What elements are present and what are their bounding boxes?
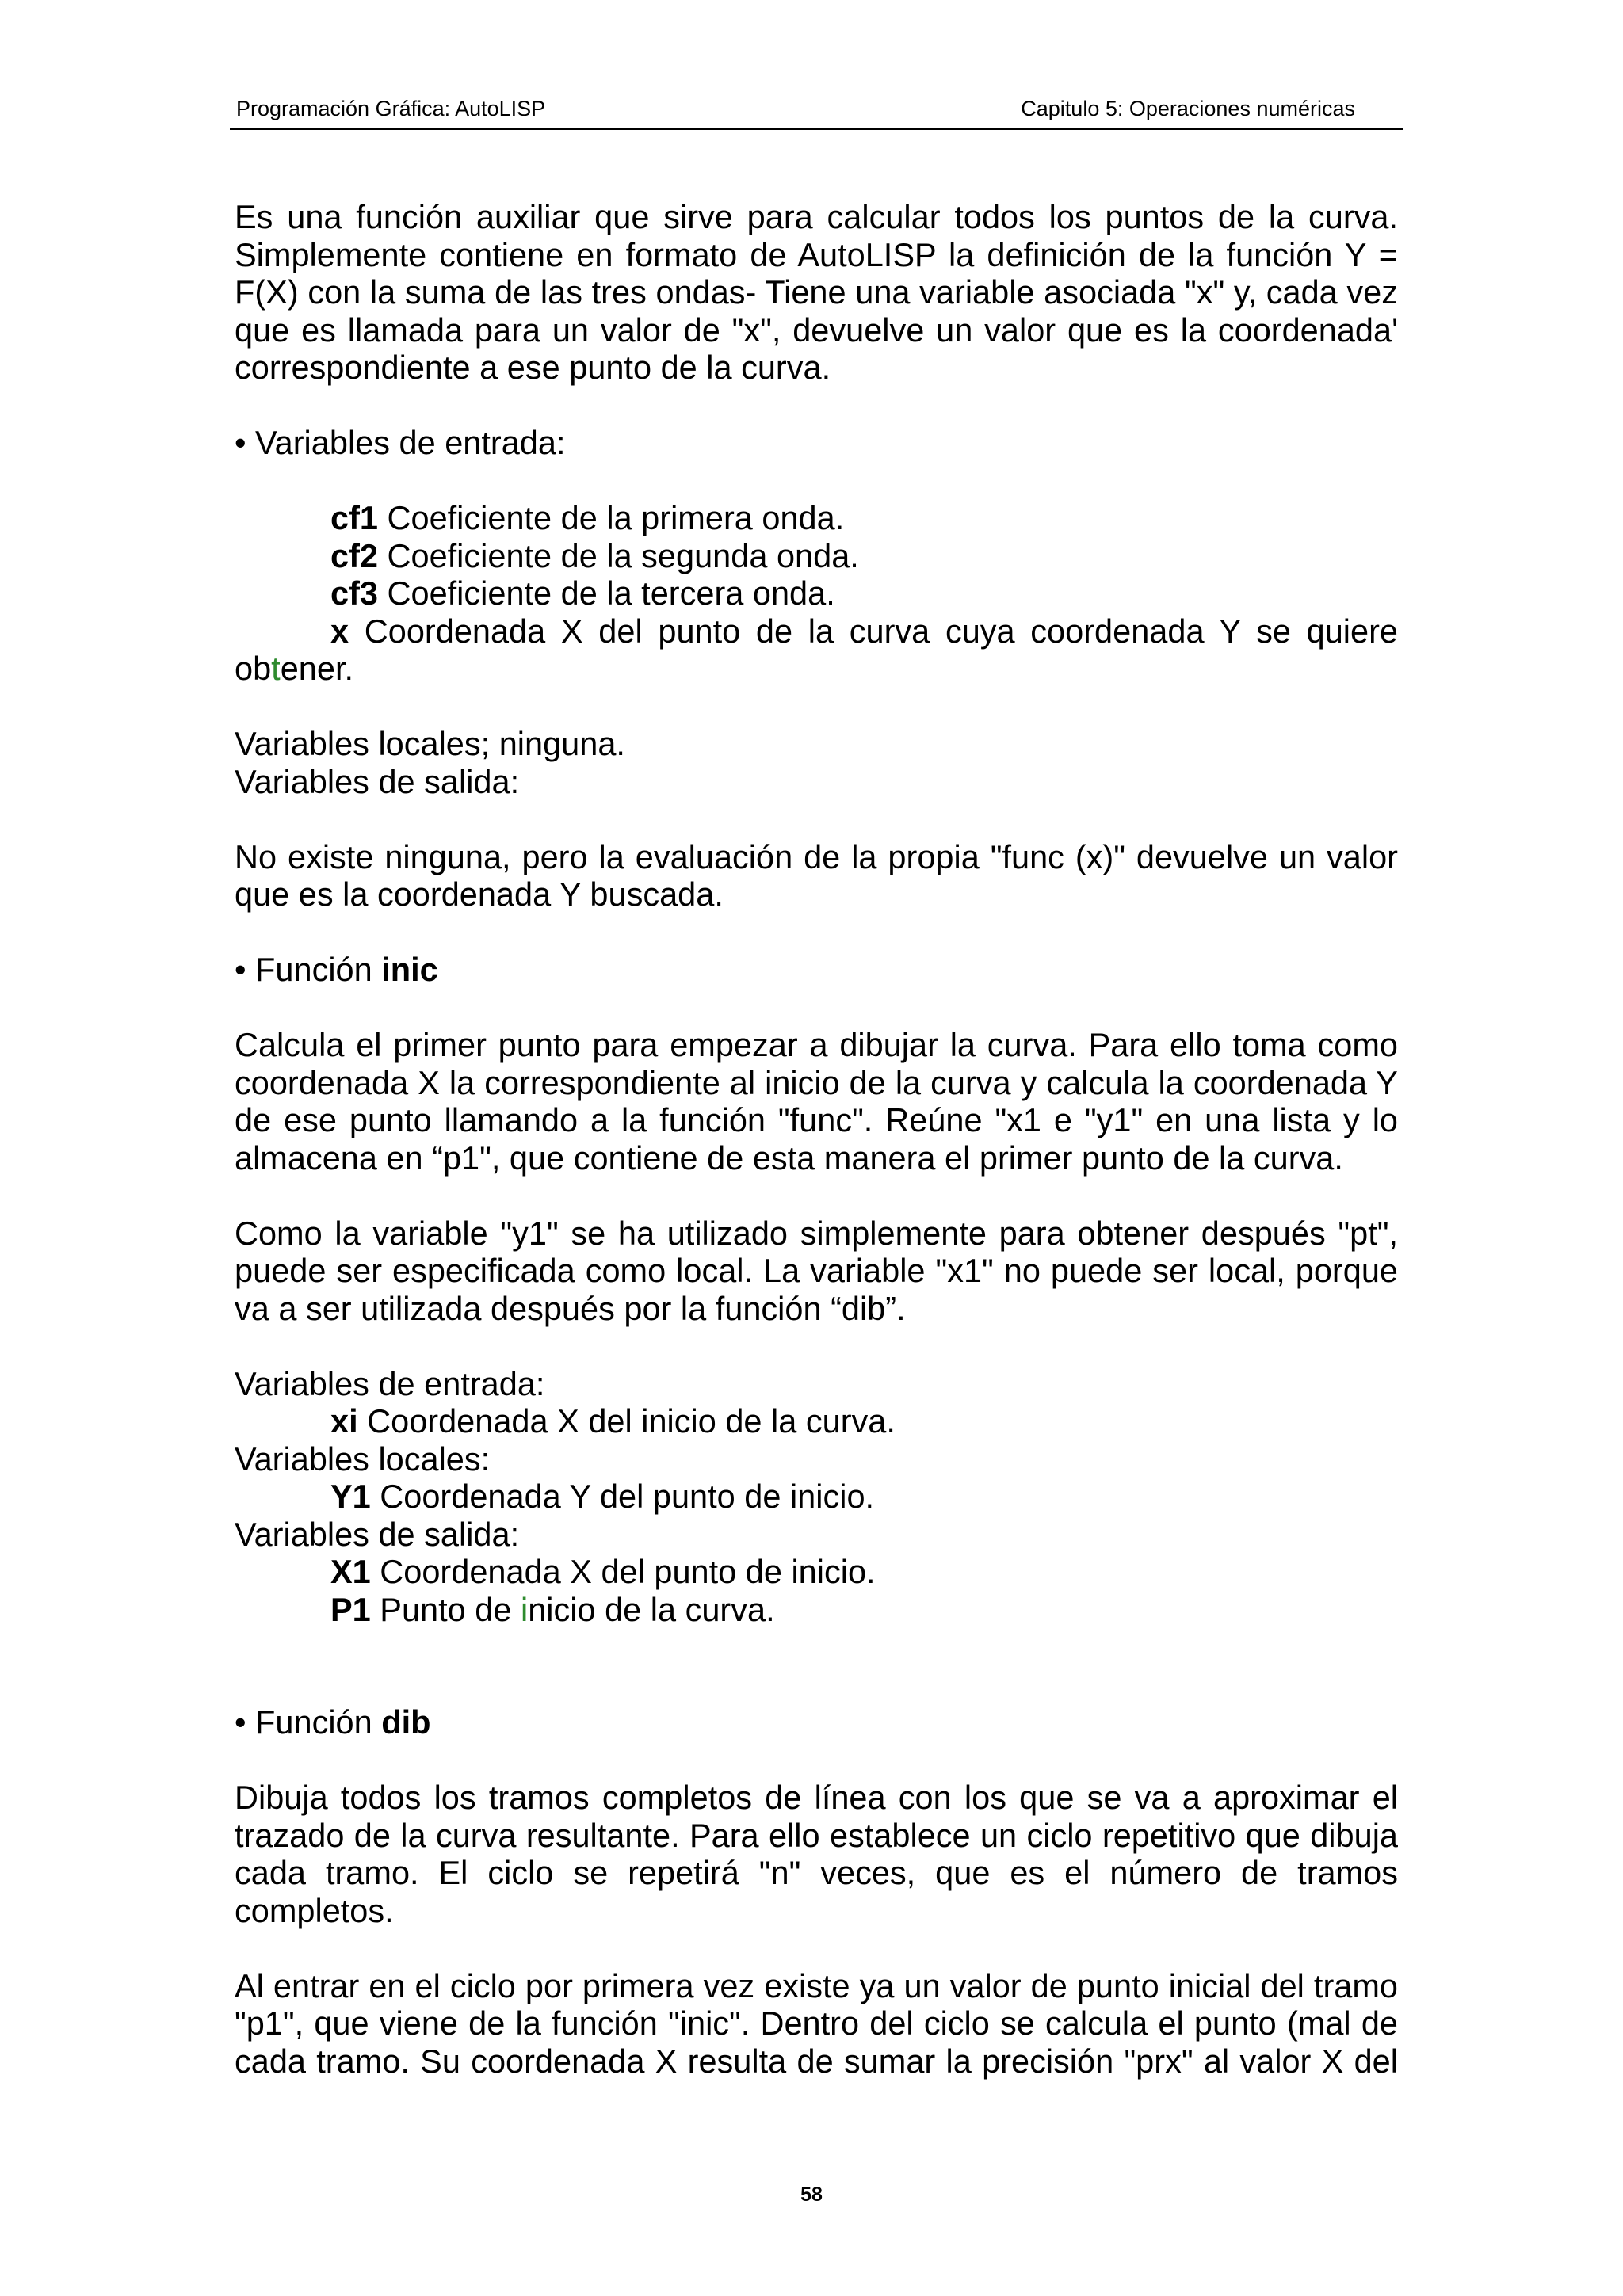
func-variables-list [235,499,1398,688]
page-header [230,93,1403,130]
text-fragment: nicio de la curva. [528,1590,775,1628]
variable-description: Coordenada X del punto de la curva cuya coordenada Y se quiere [349,612,1398,650]
variable-item [235,574,1398,612]
paragraph-no-existe: No existe ninguna, pero la evaluación de la propia "func (x)" devuelve un valor que es la coordenada Y buscada. [235,837,1398,913]
salida-label: Variables de salida: [235,762,520,800]
variable-item [235,1402,1398,1440]
inic-variables [235,1365,1398,1629]
variable-name: P1 [330,1590,371,1628]
variable-description: Coeficiente de la tercera onda. [377,574,835,612]
variable-description: Coordenada X del punto de inicio. [370,1553,876,1590]
salida-label: Variables de salida: [235,1515,520,1553]
heading-funcion-dib [235,1703,1398,1741]
paragraph-inic-1: Calcula el primer punto para empezar a dibujar la curva. Para ello toma como coordenada X la correspondiente al inicio de la curva y calcula la coordenada Y de ese punto llamando a la función "func". Reúne "x1 e "y1" en una lista y lo almacena en “p1", que contiene de esta manera el primer punto de la curva. [235,1026,1398,1177]
variable-name: X1 [330,1553,371,1590]
text-fragment: ob [235,650,272,687]
paragraph-dib-2: Al entrar en el ciclo por primera vez existe ya un valor de punto inicial del tramo "p1", que viene de la función "inic". Dentro del ciclo se calcula el punto (mal de cada tramo. Su coordenada X resulta de sumar la precisión "prx" al valor X del [235,1966,1398,2080]
variable-name: xi [330,1402,358,1440]
locales-none: Variables locales; ninguna. [235,725,625,762]
variable-description: Coordenada X del inicio de la curva. [357,1402,896,1440]
paragraph-func-description: Es una función auxiliar que sirve para calcular todos los puntos de la curva. Simplemente contiene en formato de AutoLISP la definición de la función Y = F(X) con la suma de las tres ondas- Tiene una variable asociada "x" y, cada vez que es llamada para un valor de "x", devuelve un valor que es la coordenada' correspondiente a ese punto de la curva. [235,198,1398,386]
variable-item [235,537,1398,575]
variable-item [235,1553,1398,1591]
variable-item [235,1591,1398,1629]
highlighted-letter: t [271,650,281,687]
variable-item-x-continuation [235,650,1398,688]
text-fragment: Punto de [370,1590,521,1628]
variable-name: cf2 [330,536,378,574]
variable-name: cf1 [330,499,378,536]
variable-description: Coordenada Y del punto de inicio. [370,1478,875,1515]
function-name: dib [381,1703,431,1741]
variable-item-x [235,612,1398,650]
header-chapter-title: Capitulo 5: Operaciones numéricas [1021,97,1355,120]
paragraph-inic-2: Como la variable "y1" se ha utilizado simplemente para obtener después "pt", puede ser especificada como local. La variable "x1" no puede ser local, porque va a ser utilizada después por la función “dib”. [235,1214,1398,1327]
variable-item [235,499,1398,537]
variable-item [235,1478,1398,1516]
variable-description: Coeficiente de la segunda onda. [377,536,859,574]
variable-description: Coeficiente de la primera onda. [377,499,845,536]
function-name: inic [381,951,438,988]
locales-label: Variables locales: [235,1440,491,1478]
paragraph-dib-1: Dibuja todos los tramos completos de línea con los que se va a aproximar el trazado de la curva resultante. Para ello establece un ciclo repetitivo que dibuja cada tramo. El ciclo se repetirá "n" veces, que es el número de tramos completos. [235,1779,1398,1929]
heading-funcion-inic [235,951,1398,989]
page-body [235,198,1398,2118]
highlighted-letter: i [520,1590,529,1628]
header-book-title: Programación Gráfica: AutoLISP [236,97,546,120]
entrada-label: Variables de entrada: [235,1364,545,1402]
variable-name: x [330,612,349,650]
variable-name: Y1 [330,1478,371,1515]
heading-prefix: • Función [235,1703,382,1741]
variable-name: cf3 [330,574,378,612]
heading-prefix: • Función [235,951,382,988]
bullet-variables-entrada: • Variables de entrada: [235,424,566,461]
text-fragment: ener. [280,650,354,687]
page-number: 58 [800,2183,823,2206]
